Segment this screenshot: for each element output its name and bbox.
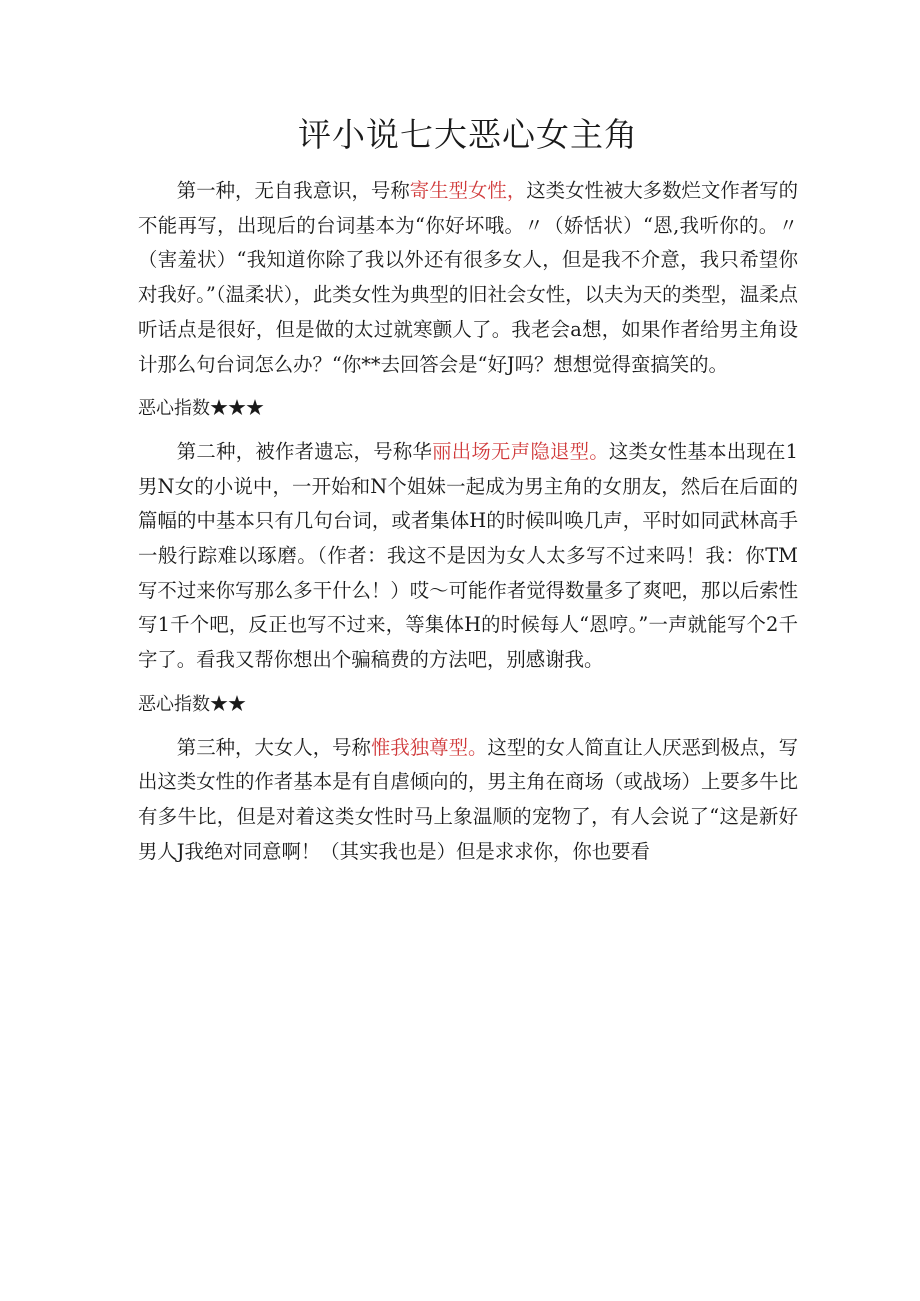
document-title: 评小说七大恶心女主角: [298, 115, 638, 154]
document-page: [138, 110, 798, 869]
paragraph-text: 这型的女人简直让人厌恶到极点，写出这类女性的作者基本是有自虐倾向的，男主角在商场（或战场）上要多牛比有多牛比，但是对着这类女性时马上象温顺的宠物了，有人会说了“这是新好男人J我绝对同意啊！（其实我也是）但是求求你，你也要看: [138, 735, 799, 863]
rating-label: 恶心指数: [138, 398, 210, 420]
paragraph-text: 这类女性基本出现在1男N女的小说中，一开始和N个姐妹一起成为男主角的女朋友，然后在后面的篇幅的中基本只有几句台词，或者集体H的时候叫唤几声，平时如同武林高手一般行踪难以琢磨。（作者：我这不是因为女人太多写不过来吗！我：你TM写不过来你写那么多干什么！）哎〜可能作者觉得数量多了爽吧，那以后索性写1千个吧，反正也写不过来，等集体H的时候每人“恩哼。”一声就能写个2千字了。看我又帮你想出个骗稿费的方法吧，别感谢我。: [138, 439, 798, 672]
paragraph-text: 第二种，被作者遗忘，号称华: [176, 439, 433, 463]
rating-label: 恶心指数: [138, 693, 210, 715]
paragraph-text: 第三种，大女人，号称: [176, 735, 371, 759]
rating-stars: ★★★: [210, 398, 264, 420]
paragraph-type-2: [138, 435, 798, 678]
disgust-rating: [138, 392, 798, 427]
paragraph-text: 第一种，无自我意识，号称: [176, 179, 410, 202]
paragraph-type-1: [138, 174, 798, 382]
highlighted-type-name: 丽出场无声隐退型。: [432, 439, 609, 463]
paragraph-text: 这类女性被大多数烂文作者写的不能再写，出现后的台词基本为“你好坏哦。〃（娇恬状）“恩,我听你的。〃（害羞状）“我知道你除了我以外还有很多女人，但是我不介意，我只希望你对我好。”（温柔状），此类女性为典型的旧社会女性，以夫为天的类型，温柔点听话点是很好，但是做的太过就寒颤人了。我老会a想，如果作者给男主角设计那么句台词怎么办？“你**去回答会是“好J吗？想想觉得蛮搞笑的。: [138, 179, 799, 376]
highlighted-type-name: 惟我独尊型。: [370, 735, 488, 759]
paragraph-type-3: [138, 731, 798, 870]
highlighted-type-name: 寄生型女性，: [409, 179, 527, 202]
rating-stars: ★★: [210, 693, 246, 715]
disgust-rating: [138, 688, 798, 723]
